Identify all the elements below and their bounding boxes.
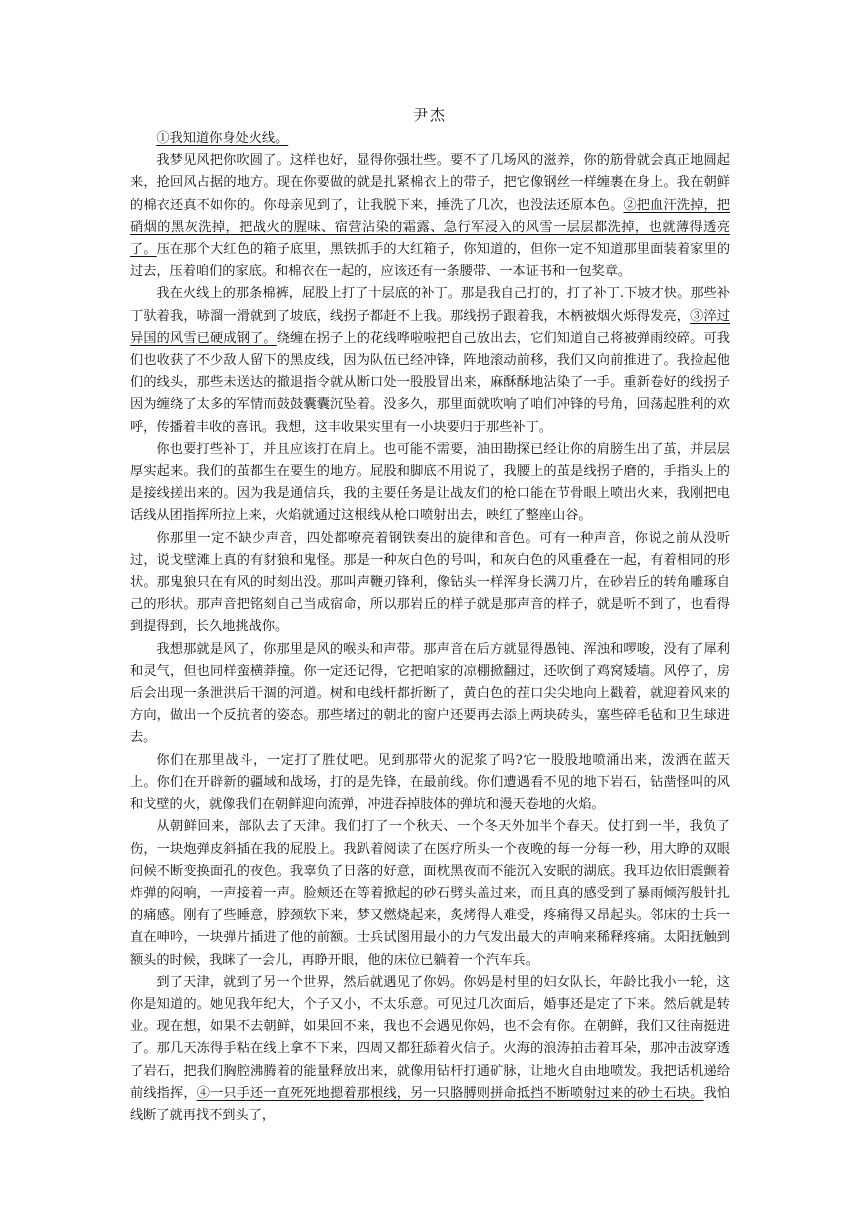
underlined-sentence: ②把血汗洗掉，把硝烟的黑灰洗掉，把战火的腥味、宿营沾染的霜露、急行军浸入的风雪一层层都洗掉，也就薄得透亮了。	[130, 197, 730, 258]
paragraph	[130, 150, 730, 283]
underlined-sentence: ④一只手还一直死死地摁着那根线，另一只胳膊则拼命抵挡不断喷射过来的砂土石块。	[196, 1085, 704, 1101]
paragraph-text: 我在火线上的那条棉裤，屁股上打了十层底的补丁。那是我自己打的，打了补丁.下坡才快。那些补丁驮着我，哧溜一滑就到了坡底，线拐子都赶不上我。那线拐子跟着我，木柄被烟火烁得发亮，	[130, 286, 730, 324]
paragraph	[130, 972, 730, 1127]
paragraph-text: 我想那就是风了，你那里是风的喉头和声带。那声音在后方就显得愚钝、浑浊和啰唆，没有了犀利和灵气，但也同样蛮横莽撞。你一定还记得，它把咱家的凉棚掀翻过，还吹倒了鸡窝矮墙。风停了，房后会出现一条泄洪后干涸的河道。树和电线杆都折断了，黄白色的茬口尖尖地向上戳着，就迎着风来的方向，做出一个反抗者的姿态。那些堵过的朝北的窗户还要再去添上两块砖头，塞些碎毛毡和卫生球进去。	[130, 641, 730, 746]
paragraph-text: 你们在那里战斗，一定打了胜仗吧。见到那带火的泥浆了吗?它一股股地喷涌出来，泼洒在蓝天上。你们在开辟新的疆域和战场，打的是先锋，在最前线。你们遭遇看不见的地下岩石，钻凿怪叫的风和戈壁的火，就像我们在朝鲜迎向流弹，冲进吞掉肢体的弹坑和漫天卷地的火焰。	[130, 752, 730, 813]
paragraph	[130, 283, 730, 438]
paragraph-text: 你那里一定不缺少声音，四处都嘹亮着钢铁奏出的旋律和音色。可有一种声音，你说之前从没听过，说戈壁滩上真的有豺狼和鬼怪。那是一种灰白色的号叫，和灰白色的风重叠在一起，有着相同的形状。那鬼狼只在有风的时刻出没。那叫声鞭刃锋利，像钻头一样浑身长满刀片，在砂岩丘的转角雕琢自己的形状。那声音把铭刻自己当成宿命，所以那岩丘的样子就是那声音的样子，就是听不到了，也看得到提得到，长久地挑战你。	[130, 530, 730, 635]
paragraph-text: 到了天津，就到了另一个世界，然后就遇见了你妈。你妈是村里的妇女队长，年龄比我小一轮，这你是知道的。她见我年纪大，个子又小，不太乐意。可见过几次面后，婚事还是定了下来。然后就是转业。现在想，如果不去朝鲜，如果回不来，我也不会遇见你妈，也不会有你。在朝鲜，我们又往南挺进了。那几天冻得手粘在线上拿不下来，四周又都狂舔着火信子。火海的浪涛拍击着耳朵，那冲击波穿透了岩石，把我们胸腔沸腾着的能量释放出来，就像用钻杆打通矿脉，让地火自由地喷发。我把话机递给前线指挥，	[130, 974, 730, 1101]
paragraph	[130, 639, 730, 750]
paragraph	[130, 816, 730, 971]
paragraph-text: 绕缠在拐子上的花线哗啦啦把自己放出去，它们知道自己将被弹雨绞碎。可我们也收获了不少敌人留下的黑皮线，因为队伍已经冲锋，阵地滚动前移，我们又向前推进了。我捡起他们的线头，那些未送达的撤退指令就从断口处一股股冒出来，麻酥酥地沾染了一手。重新卷好的线拐子因为缠绕了太多的军情而鼓鼓囊囊沉坠着。没多久，那里面就吹响了咱们冲锋的号角，回荡起胜利的欢呼，传播着丰收的喜讯。我想，这丰收果实里有一小块要归于那些补丁。	[130, 330, 730, 435]
paragraph-text: 你也要打些补丁，并且应该打在肩上。也可能不需要，油田勘探已经让你的肩膀生出了茧，并层层厚实起来。我们的茧都生在要生的地方。屁股和脚底不用说了，我腰上的茧是线拐子磨的，手指头上的是接线搓出来的。因为我是通信兵，我的主要任务是让战友们的枪口能在节骨眼上喷出火来，我刚把电话线从团指挥所拉上来，火焰就通过这根线从枪口喷射出去，映红了整座山谷。	[130, 441, 730, 524]
author-name: 尹杰	[412, 106, 447, 124]
paragraph-text: 压在那个大红色的箱子底里，黑铁抓手的大红箱子，你知道的，但你一定不知道那里面装着家里的过去，压着咱们的家底。和棉衣在一起的，应该还有一条腰带、一本证书和一包奖章。	[130, 242, 731, 280]
paragraph-text: 从朝鲜回来，部队去了天津。我们打了一个秋天、一个冬天外加半个春天。仗打到一半，我负了伤，一块炮弹皮斜插在我的屁股上。我趴着阅读了在医疗所头一个夜晚的每一分每一秒，用大睁的双眼问候不断变换面孔的夜色。我辜负了日落的好意，面枕黑夜而不能沉入安眠的湖底。我耳边依旧震颤着炸弹的闷响，一声接着一声。脸颊还在等着掀起的砂石劈头盖过来，而且真的感受到了暴雨倾泻般针扎的痛感。刚有了些睡意，脖颈软下来，梦又燃烧起来，炙烤得人难受，疼痛得又昂起头。邻床的士兵一直在呻吟，一块弹片插进了他的前额。士兵试图用最小的力气发出最大的声响来稀释疼痛。太阳抚触到额头的时候，我眯了一会儿，再睁开眼，他的床位已躺着一个汽车兵。	[130, 819, 730, 968]
paragraph	[130, 528, 730, 639]
paragraph	[130, 439, 730, 528]
paragraph	[130, 128, 730, 150]
paragraph-text: 我怕线断了就再找不到头了，	[130, 1085, 731, 1123]
paragraph-text: 我梦见风把你吹圆了。这样也好，显得你强壮些。要不了几场风的滋养，你的筋骨就会真正地圆起来，抢回风占据的地方。现在你要做的就是扎紧棉衣上的带子，把它像钢丝一样缠裹在身上。我在朝鲜的棉衣还真不如你的。你母亲见到了，让我脱下来，捶洗了几次，也没法还原本色。	[130, 153, 730, 213]
underlined-sentence: ①我知道你身处火线。	[156, 131, 289, 146]
article-body	[130, 128, 730, 1127]
paragraph	[130, 750, 730, 817]
underlined-sentence: ③淬过异国的风雪已硬成钢了。	[130, 308, 731, 346]
